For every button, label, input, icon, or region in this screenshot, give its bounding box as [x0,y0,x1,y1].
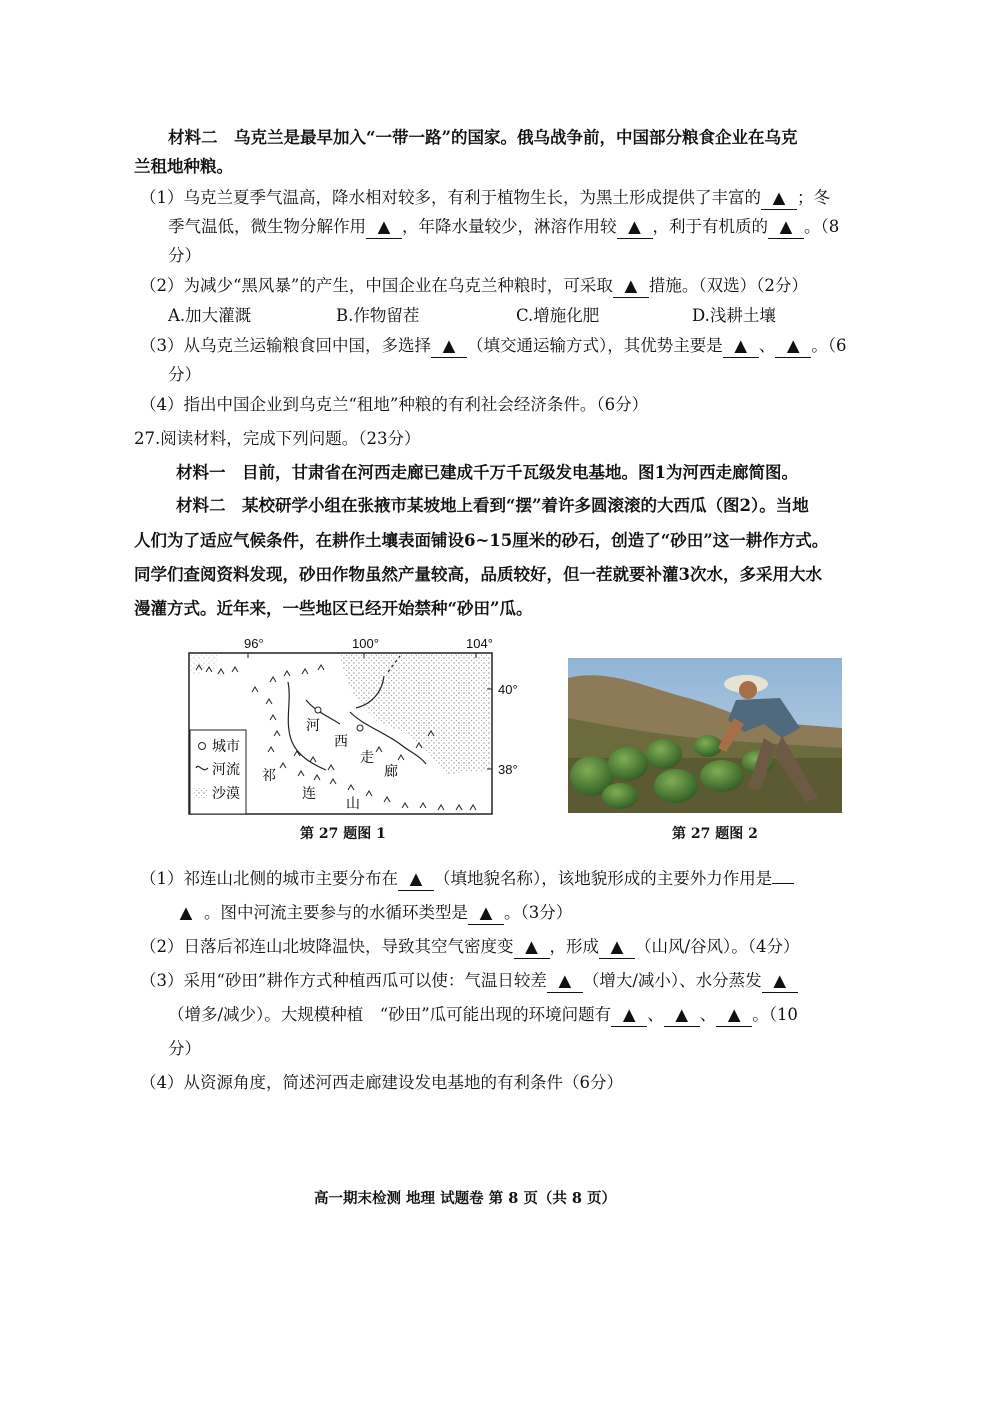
city-marker [357,725,363,731]
option-d: D.浅耕土壤 [692,306,776,325]
city-marker [315,707,321,713]
map-label-zou: 走 [360,750,374,766]
answer-blank: ▲ [617,216,653,239]
figure-2-caption: 第 27 题图 2 [672,826,758,842]
material-2-line-2: 兰租地种粮。 [134,157,233,176]
answer-blank: ▲ [547,970,583,993]
lon-tick: 100° [352,636,379,651]
answer-blank: ▲ [398,868,434,891]
q27-material-1: 材料一 目前，甘肃省在河西走廊已建成千万千瓦级发电基地。图1为河西走廊简图。 [176,463,798,482]
legend-river-label: 河流 [212,762,240,778]
map-label-lang: 廊 [384,764,398,780]
answer-blank: ▲ [716,1004,752,1027]
q26-1-line-3: 分） [168,246,201,265]
q26-2-line: （2）为减少“黑风暴”的产生，中国企业在乌克兰种粮时，可采取 ▲ 措施。（双选）（2分） [140,275,808,298]
lat-tick: 38° [498,762,518,777]
watermelon-photo [568,658,842,813]
q27-material-2-line-1: 材料二 某校研学小组在张掖市某坡地上看到“摆”着许多圆滚滚的大西瓜（图2）。当地 [176,496,809,515]
q27-3-line-1: （3）采用“砂田”耕作方式种植西瓜可以使：气温日较差 ▲ （增大/减小）、水分蒸发 ▲ [140,970,798,993]
answer-blank: ▲ [664,1004,700,1027]
option-b: B.作物留茬 [336,306,420,325]
option-c: C.增施化肥 [516,306,600,325]
answer-blank: ▲ [768,216,804,239]
answer-blank-start [772,883,794,884]
q26-3-line-2: 分） [168,365,201,384]
map-label-shan: 山 [346,796,360,812]
q26-1-line-1: （1）乌克兰夏季气温高，降水相对较多，有利于植物生长，为黑土形成提供了丰富的 ▲ ；冬 [140,187,830,210]
lat-tick: 40° [498,682,518,697]
q27-3-line-3: 分） [168,1039,201,1058]
figure-1-caption: 第 27 题图 1 [300,826,386,842]
answer-blank: ▲ [179,903,193,922]
q27-material-2-line-3: 同学们查阅资料发现，砂田作物虽然产量较高，品质较好，但一茬就要补灌3次水，多采用大水 [134,565,822,584]
legend-city-label: 城市 [212,739,240,755]
map-label-xi: 西 [334,734,348,750]
answer-blank: ▲ [599,936,635,959]
q27-2-line: （2）日落后祁连山北坡降温快，导致其空气密度变 ▲ ，形成 ▲ （山风/谷风）。（4分） [140,936,800,959]
answer-blank: ▲ [468,902,504,925]
q26-1-line-2: 季气温低，微生物分解作用 ▲ ，年降水量较少，淋溶作用较 ▲ ，利于有机质的 ▲ 。（8 [168,216,839,239]
answer-blank: ▲ [775,335,811,358]
q27-4-line: （4）从资源角度，简述河西走廊建设发电基地的有利条件（6分） [140,1073,623,1092]
map-label-he: 河 [306,718,320,734]
answer-blank: ▲ [723,335,759,358]
map-label-lian: 连 [302,786,316,802]
q27-3-line-2: （增多/减少）。大规模种植 “砂田”瓜可能出现的环境问题有 ▲ 、 ▲ 、 ▲ 。（10 [168,1004,798,1027]
legend-desert-label: 沙漠 [212,786,240,802]
answer-blank: ▲ [761,187,797,210]
q27-1-line-1: （1）祁连山北侧的城市主要分布在 ▲ （填地貌名称），该地貌形成的主要外力作用是 [140,868,794,891]
q27-title: 27.阅读材料，完成下列问题。（23分） [134,429,421,448]
q27-material-2-line-4: 漫灌方式。近年来，一些地区已经开始禁种“砂田”瓜。 [134,599,533,618]
legend-desert-icon [194,788,208,798]
page-footer: 高一期末检测 地理 试题卷 第 8 页（共 8 页） [314,1190,617,1207]
lon-tick: 96° [244,636,264,651]
hexi-corridor-map [188,652,494,816]
answer-blank: ▲ [613,275,649,298]
legend-city-icon [199,743,206,750]
map-label-qi: 祁 [262,768,276,784]
answer-blank: ▲ [611,1004,647,1027]
answer-blank: ▲ [514,936,550,959]
material-2-line-1: 材料二 乌克兰是最早加入“一带一路”的国家。俄乌战争前，中国部分粮食企业在乌克 [168,128,798,147]
q27-material-2-line-2: 人们为了适应气候条件，在耕作土壤表面铺设6~15厘米的砂石，创造了“砂田”这一耕作方式。 [134,531,829,550]
option-a: A.加大灌溉 [168,306,252,325]
answer-blank: ▲ [366,216,402,239]
lon-tick: 104° [466,636,493,651]
answer-blank: ▲ [431,335,467,358]
q26-3-line-1: （3）从乌克兰运输粮食回中国，多选择 ▲ （填交通运输方式），其优势主要是 ▲ 、 ▲ 。（6 [140,335,847,358]
answer-blank: ▲ [762,970,798,993]
q27-1-line-2: ▲ 。图中河流主要参与的水循环类型是 ▲ 。（3分） [168,902,572,925]
q26-4-line: （4）指出中国企业到乌克兰“租地”种粮的有利社会经济条件。（6分） [140,395,649,414]
